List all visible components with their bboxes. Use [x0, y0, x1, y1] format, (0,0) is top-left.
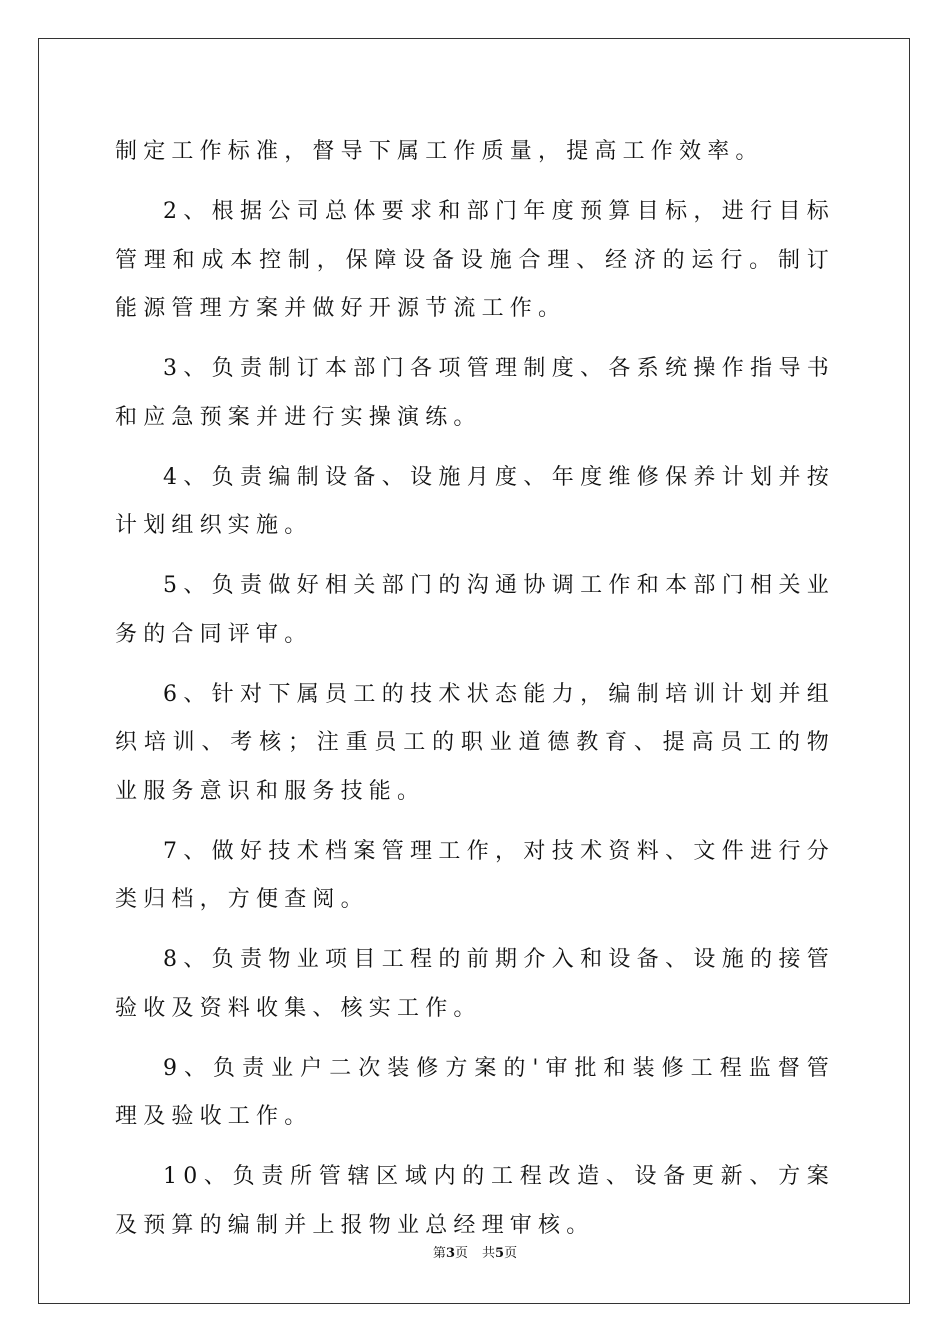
paragraph-item-10: 10、负责所管辖区域内的工程改造、设备更新、方案及预算的编制并上报物业总经理审核。 — [115, 1164, 835, 1238]
page-number: 3 — [445, 1246, 455, 1261]
paragraph-item-9: 9、负责业户二次装修方案的'审批和装修工程监督管理及验收工作。 — [115, 1055, 835, 1129]
paragraph-item-3: 3、负责制订本部门各项管理制度、各系统操作指导书和应急预案并进行实操演练。 — [115, 356, 835, 430]
total-pages: 5 — [495, 1246, 505, 1261]
page-suffix: 页 — [454, 1246, 468, 1261]
page-footer — [0, 1242, 950, 1261]
document-body — [115, 128, 835, 1250]
total-suffix: 页 — [504, 1246, 518, 1261]
total-prefix: 共 — [482, 1246, 496, 1261]
paragraph-item-7: 7、做好技术档案管理工作，对技术资料、文件进行分类归档，方便查阅。 — [115, 838, 835, 912]
paragraph-item-6: 6、针对下属员工的技术状态能力，编制培训计划并组织培训、考核；注重员工的职业道德教育、提高员工的物业服务意识和服务技能。 — [115, 681, 835, 804]
page-prefix: 第 — [432, 1246, 446, 1261]
paragraph-item-8: 8、负责物业项目工程的前期介入和设备、设施的接管验收及资料收集、核实工作。 — [115, 947, 835, 1021]
paragraph-item-2: 2、根据公司总体要求和部门年度预算目标，进行目标管理和成本控制，保障设备设施合理、经济的运行。制订能源管理方案并做好开源节流工作。 — [115, 199, 835, 321]
paragraph-item-5: 5、负责做好相关部门的沟通协调工作和本部门相关业务的合同评审。 — [115, 573, 835, 647]
paragraph-continued: 制定工作标准，督导下属工作质量，提高工作效率。 — [115, 139, 764, 164]
paragraph-item-4: 4、负责编制设备、设施月度、年度维修保养计划并按计划组织实施。 — [115, 464, 835, 538]
